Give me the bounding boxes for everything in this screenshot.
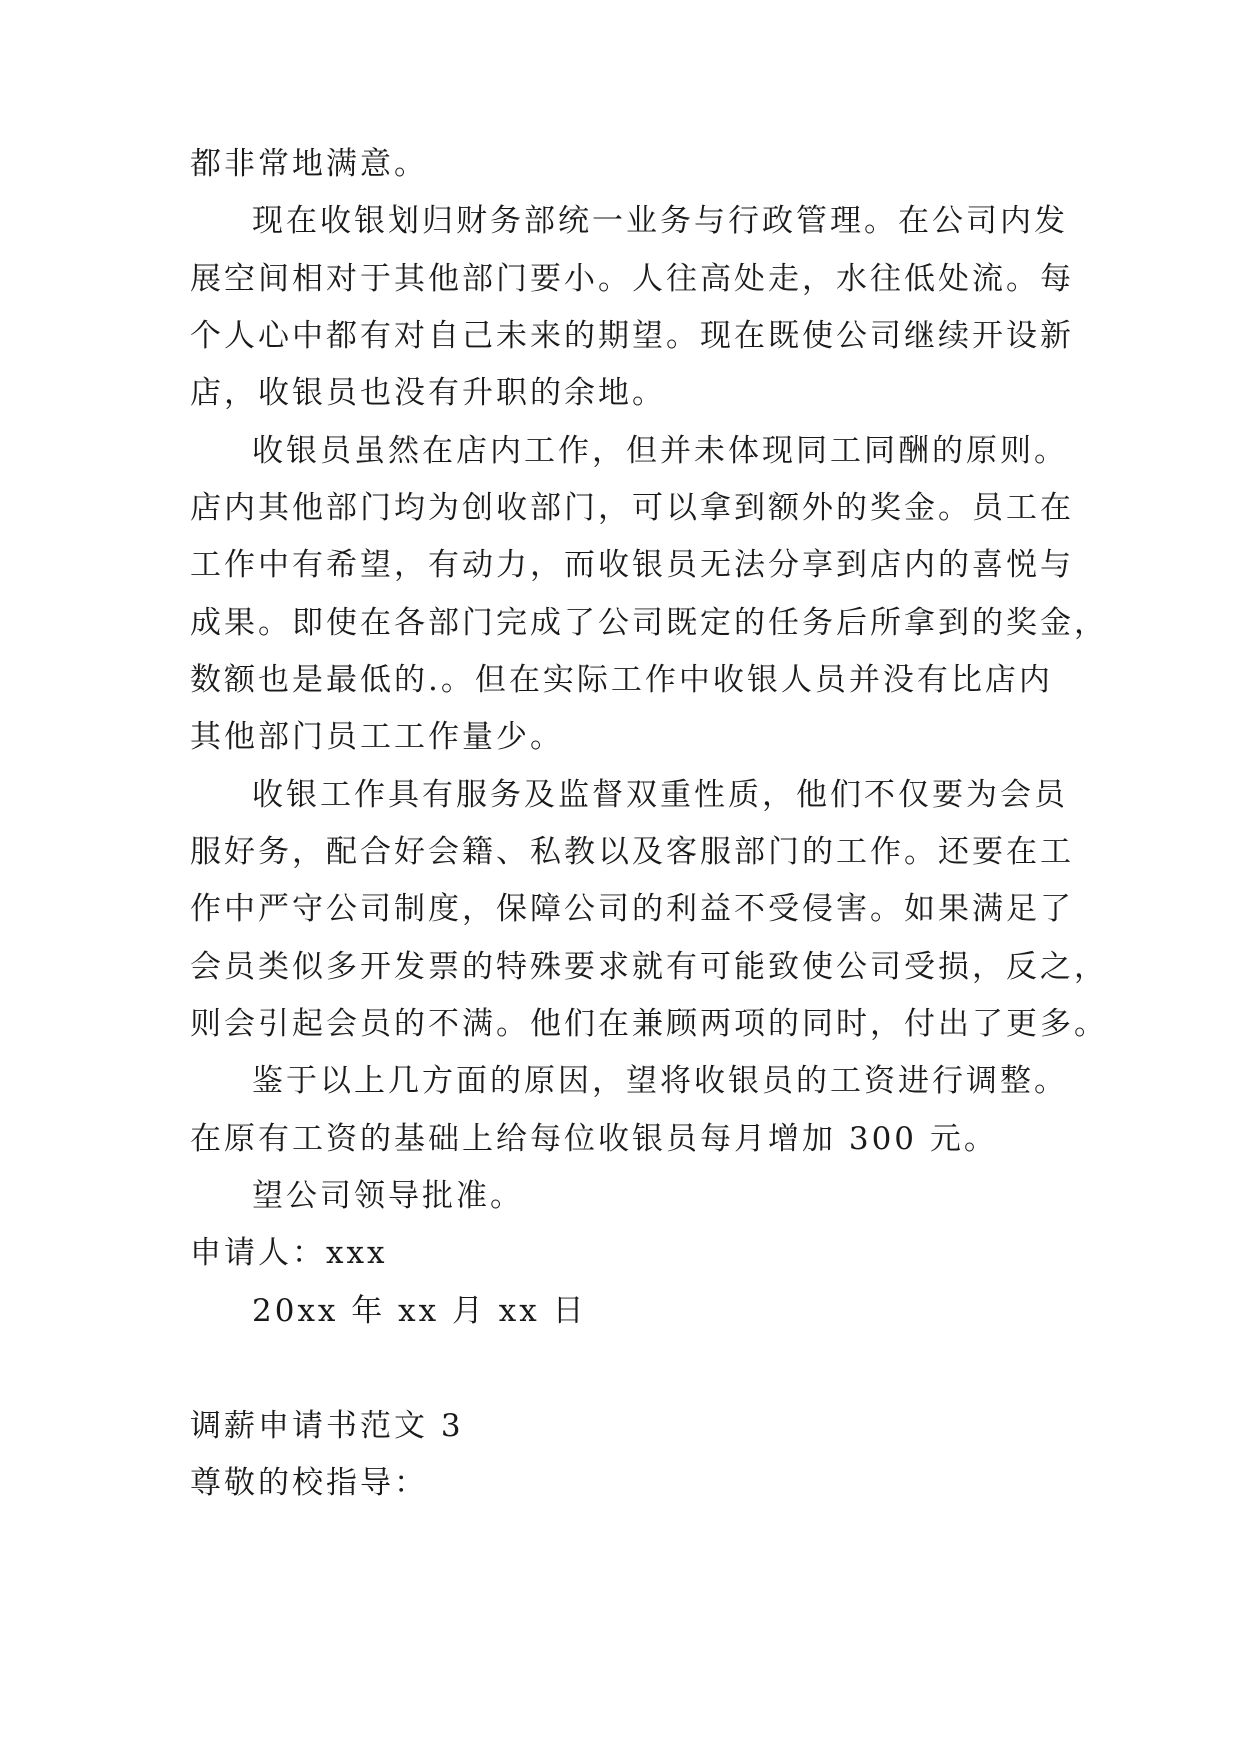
paragraph-line: 在原有工资的基础上给每位收银员每月增加 300 元。 — [190, 1121, 998, 1157]
paragraph-line: 收银员虽然在店内工作，但并未体现同工同酬的原则。 — [252, 433, 1068, 469]
paragraph-line: 现在收银划归财务部统一业务与行政管理。在公司内发 — [252, 203, 1068, 239]
paragraph-line: 展空间相对于其他部门要小。人往高处走，水往低处流。每 — [190, 261, 1074, 297]
paragraph-line: 个人心中都有对自己未来的期望。现在既使公司继续开设新 — [190, 318, 1074, 354]
section-title: 调薪申请书范文 3 — [190, 1408, 464, 1444]
paragraph-line: 数额也是最低的.。但在实际工作中收银人员并没有比店内 — [190, 662, 1053, 698]
paragraph-line: 会员类似多开发票的特殊要求就有可能致使公司受损，反之， — [190, 949, 1108, 985]
paragraph-line: 收银工作具有服务及监督双重性质，他们不仅要为会员 — [252, 777, 1068, 813]
paragraph-line: 成果。即使在各部门完成了公司既定的任务后所拿到的奖金， — [190, 605, 1108, 641]
paragraph-line: 服好务，配合好会籍、私教以及客服部门的工作。还要在工 — [190, 834, 1074, 870]
applicant-line: 申请人：xxx — [190, 1235, 388, 1271]
paragraph-line: 其他部门员工工作量少。 — [190, 719, 564, 755]
paragraph-line: 工作中有希望，有动力，而收银员无法分享到店内的喜悦与 — [190, 547, 1074, 583]
date-line: 20xx 年 xx 月 xx 日 — [252, 1293, 587, 1329]
salutation-line: 尊敬的校指导： — [190, 1465, 428, 1501]
paragraph-line: 店内其他部门均为创收部门，可以拿到额外的奖金。员工在 — [190, 490, 1074, 526]
paragraph-line: 鉴于以上几方面的原因，望将收银员的工资进行调整。 — [252, 1063, 1068, 1099]
paragraph-line: 作中严守公司制度，保障公司的利益不受侵害。如果满足了 — [190, 891, 1074, 927]
paragraph-line: 店，收银员也没有升职的余地。 — [190, 375, 666, 411]
paragraph-line: 都非常地满意。 — [190, 146, 428, 182]
paragraph-line: 则会引起会员的不满。他们在兼顾两项的同时，付出了更多。 — [190, 1006, 1108, 1042]
paragraph-line: 望公司领导批准。 — [252, 1178, 524, 1214]
